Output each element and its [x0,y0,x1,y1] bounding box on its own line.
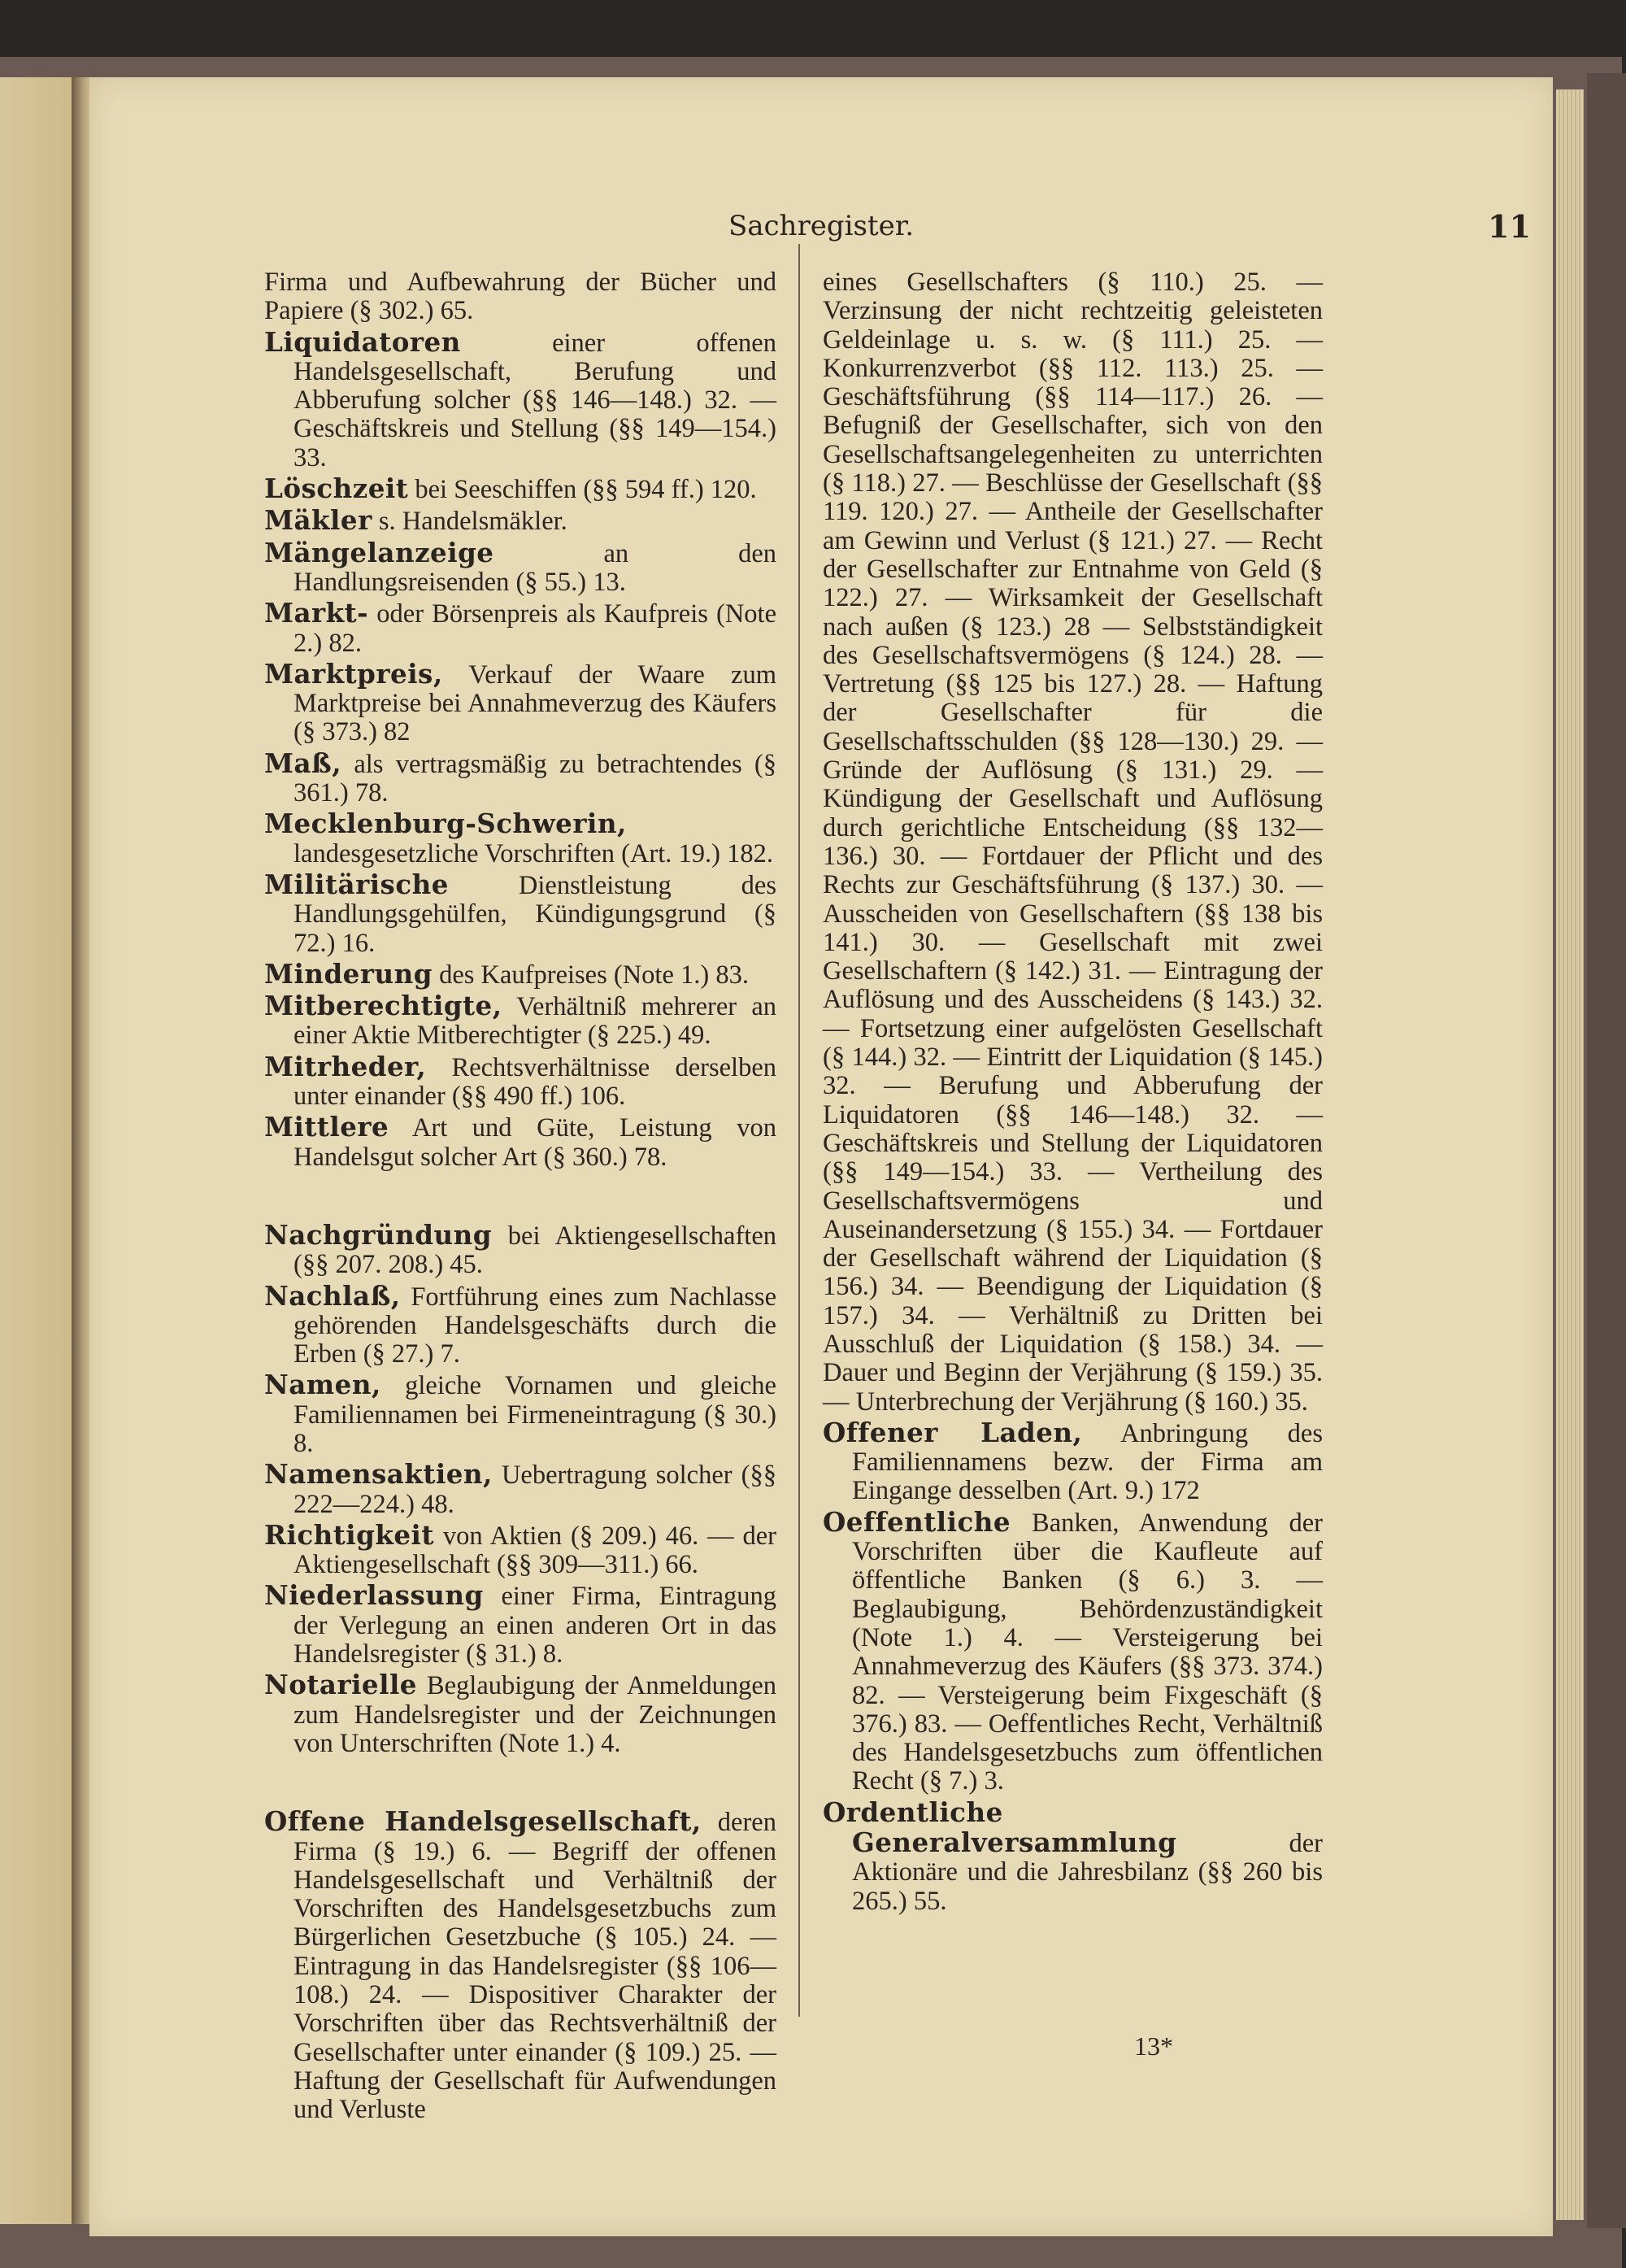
entry-text: s. Handelsmäkler. [372,507,567,537]
index-entry [264,1218,776,1280]
entry-keyword: Mäkler [264,504,372,537]
entry-keyword: Mecklenburg-Schwerin, [264,808,627,840]
entry-keyword: Ordentliche Generalversammlung [823,1796,1177,1859]
entry-keyword: Maß, [264,747,342,779]
entry-text: von Aktien (§ 209.) 46. — der Aktiengesellschaft (§§ 309—311.) 66. [293,1521,776,1580]
index-entry [264,1460,776,1519]
index-entry [264,1807,776,2124]
entry-text: landesgesetzliche Vorschriften (Art. 19.) 182. [293,838,773,868]
index-entry [264,1052,776,1112]
entry-text: einer Firma, Eintragung der Verlegung an einen anderen Ort in das Handelsregister (§ 31.) 8. [293,1582,776,1669]
entry-text: gleiche Vornamen und gleiche Familiennamen bei Firmeneintragung (§ 30.) 8. [293,1371,776,1458]
entry-text: an den Handlungsreisenden (§ 55.) 13. [293,538,776,597]
running-header: Sachregister. [728,210,915,242]
right-column [823,268,1323,1918]
entry-keyword: Richtigkeit [264,1518,434,1551]
entry-text: bei Aktiengesellschaften (§§ 207. 208.) 45. [293,1221,776,1280]
entry-text: Verkauf der Waare zum Marktpreise bei Annahmeverzug des Käufers (§ 373.) 82 [293,660,776,747]
page-stack-edge [1556,89,1584,2220]
column-divider [798,244,800,2017]
index-entry [264,1370,776,1458]
index-entry [823,1798,1323,1916]
index-entry [264,1112,776,1172]
index-entry [264,1581,776,1669]
entry-text: Beglaubigung der Anmeldungen zum Handelsregister und der Zeichnungen von Unterschriften (Note 1.) 4. [293,1671,776,1758]
entry-keyword: Namen, [264,1369,381,1401]
index-entry [264,268,776,326]
entry-text: eines Gesellschafters (§ 110.) 25. — Verzinsung der nicht rechtzeitig geleisteten Geldeinlage u. s. w. (§ 111.) 25. — Konkurrenzverbot (§§ 112. 113.) 25. — Geschäftsführung (§§ 114—117.) 26. — Befugniß der Gesellschafter, sich von den Gesellschaftsangelegenheiten zu unterrichten (§ 118.) 27. — Beschlüsse der Gesellschaft (§§ 119. 120.) 27. — Antheile der Gesellschafter am Gewinn und Verlust (§ 121.) 27. — Recht der Gesellschafter zur Entnahme von Geld (§ 122.) 27. — Wirksamkeit der Gesellschaft nach außen (§ 123.) 28 — Selbstständigkeit des Gesellschaftsvermögens (§ 124.) 28. — Vertretung (§§ 125 bis 127.) 28. — Haftung der Gesellschafter für die Gesellschaftsschulden (§§ 128—130.) 29. — Gründe der Auflösung (§ 131.) 29. — Kündigung der Gesellschaft und Auflösung durch gerichtliche Entscheidung (§§ 132—136.) 30. — Fortdauer der Pflicht und des Rechts zur Geschäftsführung (§ 137.) 30. — Ausscheiden von Gesellschaftern (§§ 138 bis 141.) 30. — Gesellschaft mit zwei Gesellschaftern (§ 142.) 31. — Eintragung der Auflösung und des Ausscheidens (§ 143.) 32. — Fortsetzung einer aufgelösten Gesellschaft (§ 144.) 32. — Eintritt der Liquidation (§ 145.) 32. — Berufung und Abberufung der Liquidatoren (§§ 146—148.) 32. — Geschäftskreis und Stellung der Liquidatoren (§§ 149—154.) 33. — Vertheilung des Gesellschaftsvermögens und Auseinandersetzung (§ 155.) 34. — Fortdauer der Gesellschaft während der Liquidation (§ 156.) 34. — Beendigung der Liquidation (§ 157.) 34. — Verhältniß zu Dritten bei Ausschluß der Liquidation (§ 158.) 34. — Dauer und Beginn der Verjährung (§ 159.) 35. — Unterbrechung der Verjährung (§ 160.) 35. [823,268,1323,1417]
entry-keyword: Notarielle [264,1669,417,1701]
entry-text: Firma und Aufbewahrung der Bücher und Papiere (§ 302.) 65. [264,268,776,326]
entry-keyword: Mittlere [264,1111,389,1143]
index-entry [264,599,776,658]
entry-keyword: Mitrheder, [264,1050,427,1082]
index-entry [823,268,1323,1417]
entry-keyword: Liquidatoren [264,325,461,358]
cover-edge [1587,73,1626,2228]
entry-keyword: Mängelanzeige [264,536,494,568]
entry-text: der Aktionäre und die Jahresbilanz (§§ 260 bis 265.) 55. [852,1829,1323,1916]
index-entry [264,325,776,472]
entry-text: Dienstleistung des Handlungsgehülfen, Kündigungsgrund (§ 72.) 16. [293,870,776,958]
entry-keyword: Oeffentliche [823,1505,1011,1538]
left-column [264,268,776,2127]
entry-keyword: Niederlassung [264,1579,484,1612]
entry-text: deren Firma (§ 19.) 6. — Begriff der offenen Handelsgesellschaft und Verhältniß der Vorschriften des Handelsgesetzbuchs zum Bürgerlichen Gesetzbuche (§ 105.) 24. — Eintragung in das Handelsregister (§§ 106—108.) 24. — Dispositiver Charakter der Vorschriften über das Rechtsverhältniß der Gesellschafter unter einander (§ 109.) 25. — Haftung der Gesellschaft für Aufwendungen und Verluste [293,1808,776,2125]
entry-text: bei Seeschiffen (§§ 594 ff.) 120. [408,475,757,505]
index-entry [264,957,776,990]
entry-text: oder Börsenpreis als Kaufpreis (Note 2.) 82. [293,599,776,658]
index-entry [264,538,776,598]
entry-keyword: Markt- [264,597,369,629]
entry-text: Banken, Anwendung der Vorschriften über die Kaufleute auf öffentliche Banken (§ 6.) 3. — Beglaubigung, Behördenzuständigkeit (Note 1.) 4. — Versteigerung bei Annahmeverzug des Käufers (§§ 373. 374.) 82. — Versteigerung beim Fixgeschäft (§ 376.) 83. — Oeffentliches Recht, Verhältniß des Handelsgesetzbuchs zum öffentlichen Recht (§ 7.) 3. [852,1508,1323,1796]
entry-keyword: Nachgründung [264,1218,492,1251]
index-entry [264,1518,776,1580]
entry-text: des Kaufpreises (Note 1.) 83. [432,960,749,990]
entry-text: einer offenen Handelsgesellschaft, Berufung und Abberufung solcher (§§ 146—148.) 32. — Geschäftskreis und Stellung (§§ 149—154.) 33. [293,328,776,472]
entry-keyword: Löschzeit [264,472,409,505]
index-entry [264,506,776,536]
entry-text: Rechtsverhältnisse derselben unter einander (§§ 490 ff.) 106. [293,1052,776,1112]
entry-text: Anbringung des Familiennamens bezw. der Firma am Eingange desselben (Art. 9.) 172 [852,1418,1324,1506]
index-entry [264,991,776,1051]
entry-keyword: Mitberechtigte, [264,990,502,1022]
entry-keyword: Namensaktien, [264,1458,493,1491]
index-entry [264,1279,776,1369]
entry-keyword: Offener Laden, [823,1416,1083,1448]
entry-text: Uebertragung solcher (§§ 222—224.) 48. [293,1460,776,1519]
facing-page-edge [0,77,75,2224]
entry-keyword: Nachlaß, [264,1279,401,1312]
index-entry [264,474,776,504]
entry-keyword: Militärische [264,868,449,900]
sheet-signature: 13* [1134,2031,1173,2061]
entry-text: Verhältniß mehrerer an einer Aktie Mitberechtigter (§ 225.) 49. [293,992,776,1051]
index-entry [264,809,776,868]
entry-text: als vertragsmäßig zu betrachtendes (§ 361.) 78. [293,749,776,808]
entry-keyword: Offene Handelsgesellschaft, [264,1805,702,1838]
entry-text: Fortführung eines zum Nachlasse gehörenden Handelsgeschäfts durch die Erben (§ 27.) 7. [293,1282,776,1369]
entry-keyword: Marktpreis, [264,657,443,690]
entry-keyword: Minderung [264,957,433,990]
index-entry [264,1670,776,1758]
entry-text: Art und Güte, Leistung von Handelsgut solcher Art (§ 360.) 78. [293,1113,776,1172]
index-entry [823,1505,1323,1796]
index-entry [823,1418,1323,1506]
index-entry [264,870,776,958]
index-entry [264,657,776,747]
index-entry [264,749,776,808]
page-number: 11 [1488,208,1531,245]
